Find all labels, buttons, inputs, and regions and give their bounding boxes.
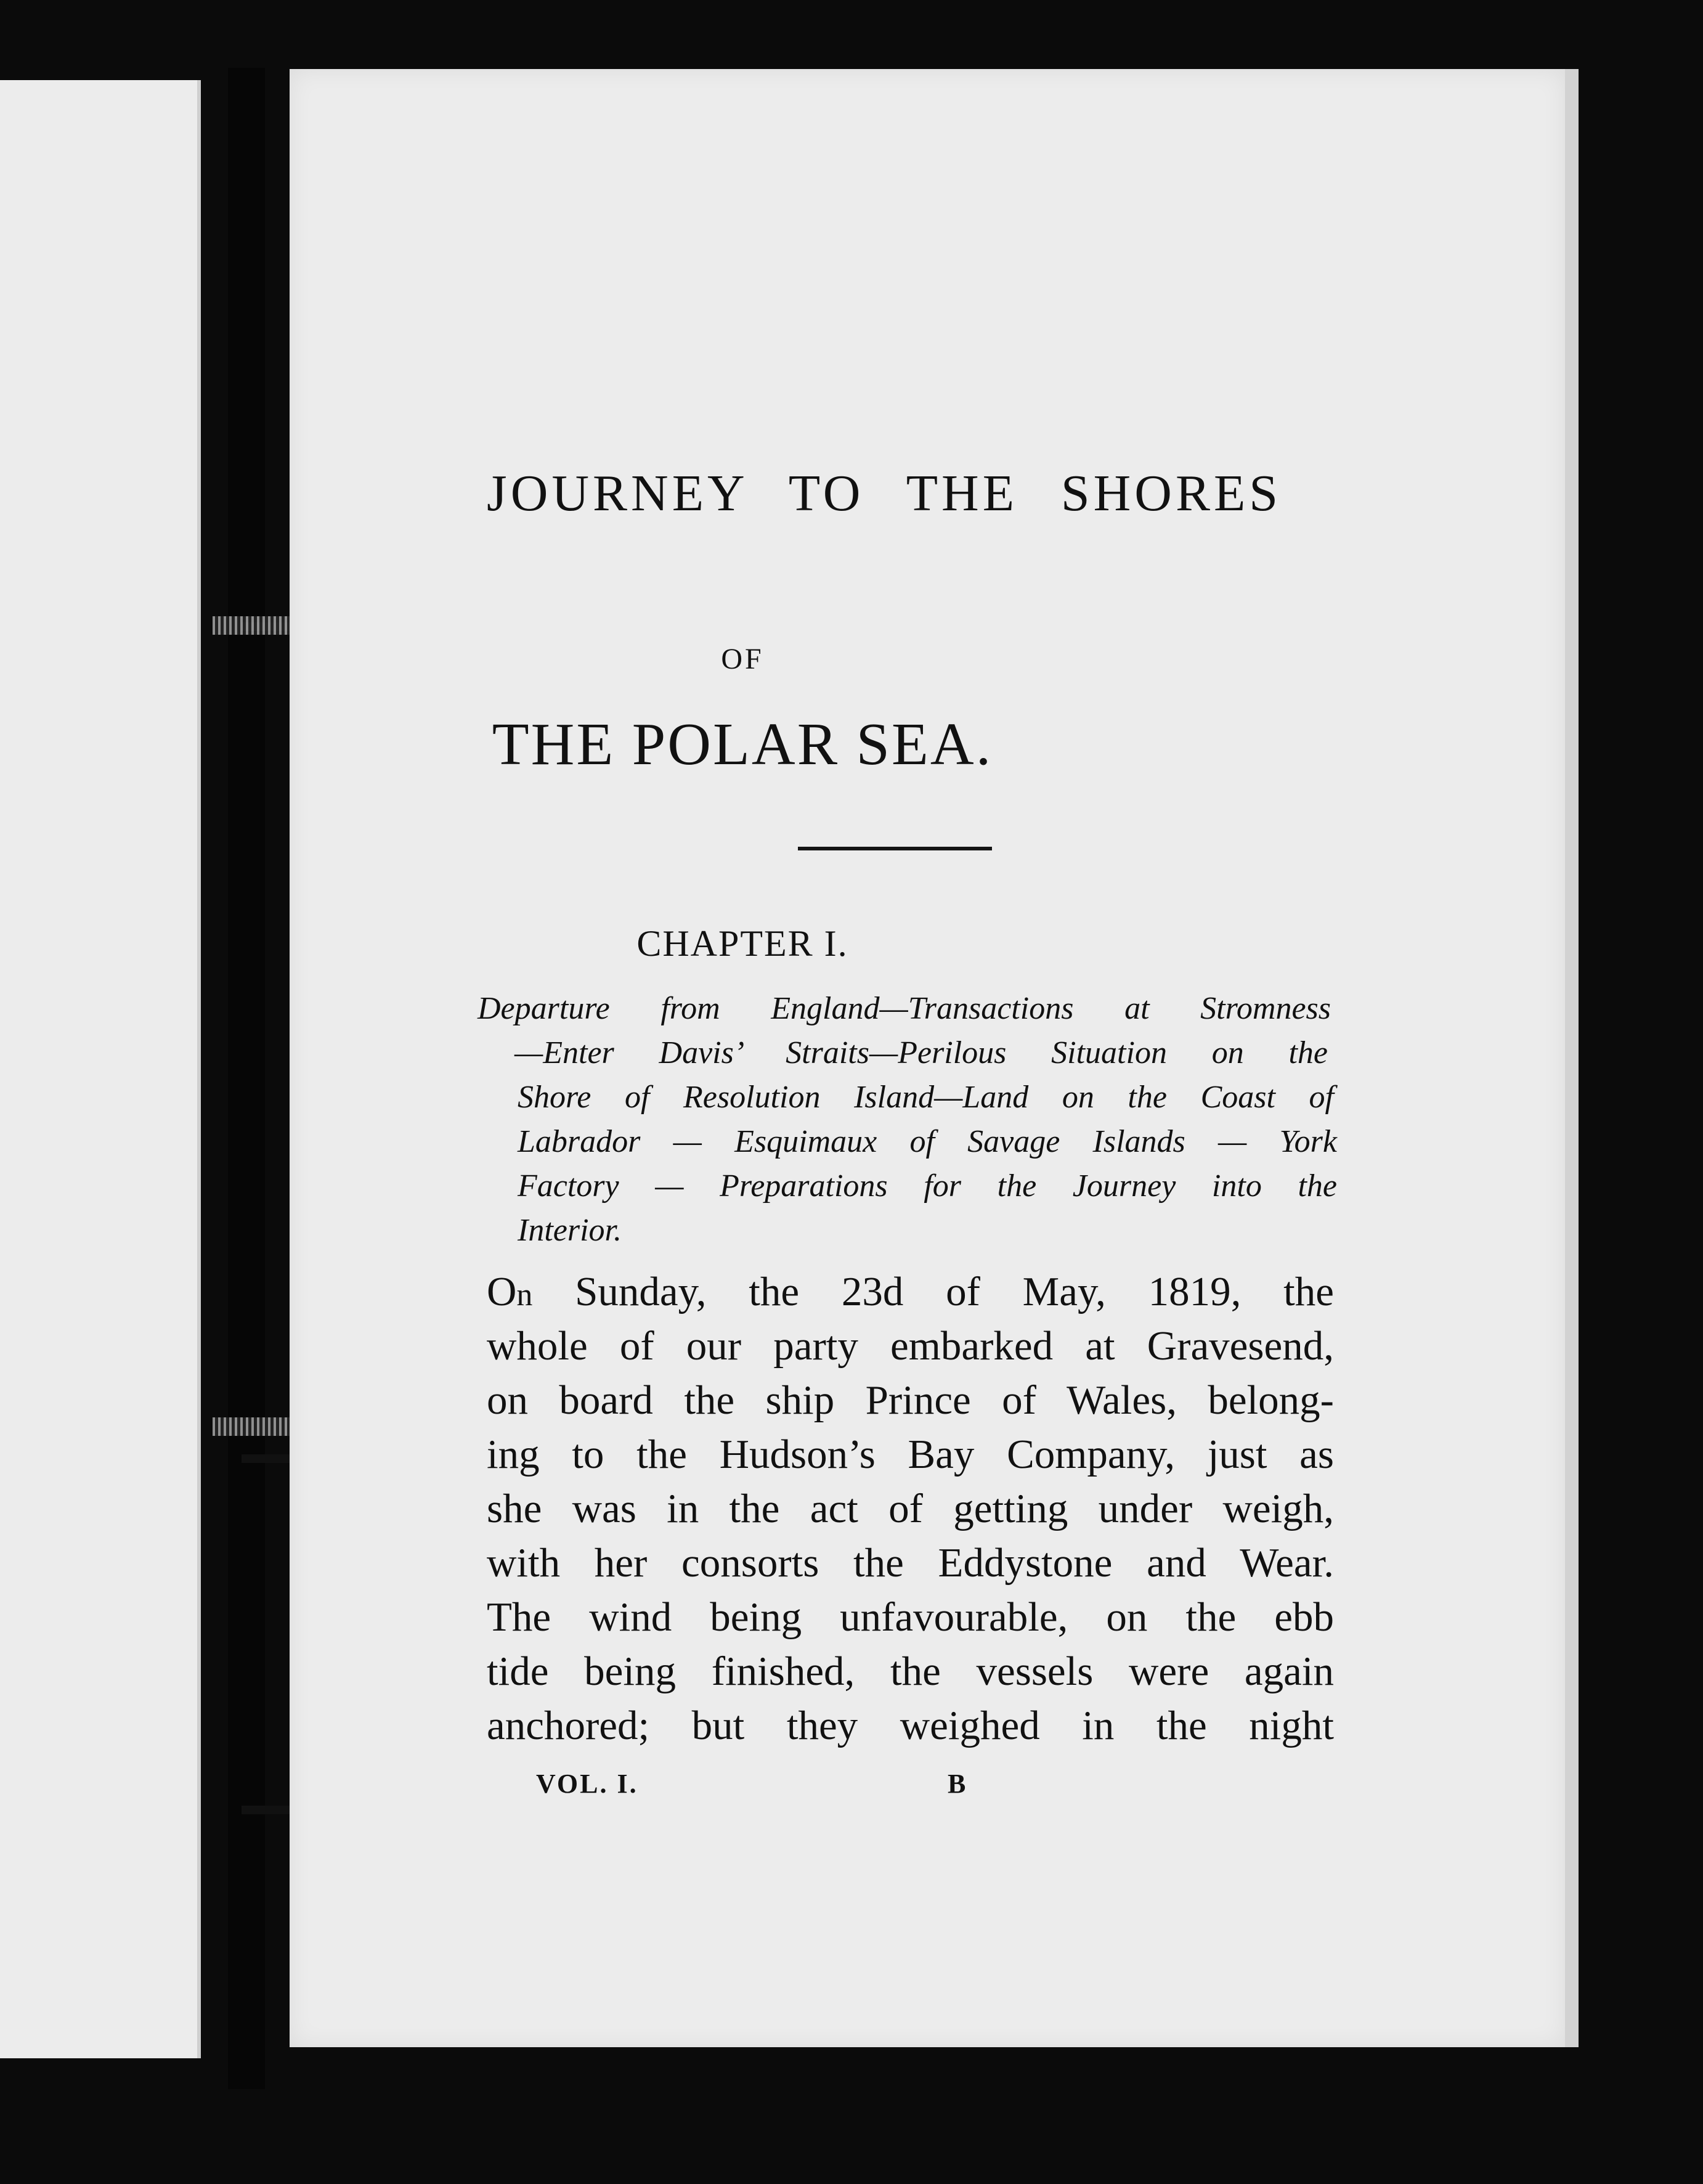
body-line: she was in the act of getting under weigh,	[487, 1486, 1334, 1531]
binding-gutter	[228, 68, 265, 2089]
body-first-line	[487, 1265, 1334, 1319]
body-line: ing to the Hudson’s Bay Company, just as	[487, 1432, 1334, 1477]
chapter-summary-line: Departure from England—Transactions at Stromness	[478, 991, 1331, 1026]
chapter-summary-line: Shore of Resolution Island—Land on the Coast of	[518, 1080, 1334, 1115]
chapter-heading: CHAPTER I.	[636, 923, 848, 964]
drop-initial: O	[487, 1269, 517, 1314]
chapter-summary-line: —Enter Davis’ Straits—Perilous Situation on the	[514, 1035, 1328, 1070]
body-line: with her consorts the Eddystone and Wear.	[487, 1540, 1334, 1586]
drop-initial-rest: n	[516, 1277, 533, 1313]
body-line: tide being finished, the vessels were again	[487, 1648, 1334, 1694]
book-title-line-2: OF	[721, 643, 764, 675]
chapter-summary-line: Labrador — Esquimaux of Savage Islands — York	[518, 1124, 1337, 1159]
body-line: on board the ship Prince of Wales, belong-	[487, 1377, 1334, 1423]
book-title-line-1: JOURNEY TO THE SHORES	[487, 465, 1282, 522]
chapter-summary-line: Interior.	[518, 1213, 622, 1248]
book-title-line-3: THE POLAR SEA.	[492, 711, 993, 778]
body-line: whole of our party embarked at Gravesend,	[487, 1323, 1334, 1369]
previous-page-edge	[0, 80, 201, 2058]
body-first-line-text: Sunday, the 23d of May, 1819, the	[532, 1269, 1334, 1314]
body-line: anchored; but they weighed in the night	[487, 1703, 1334, 1748]
chapter-summary-line: Factory — Preparations for the Journey into the	[518, 1168, 1337, 1204]
signature-mark: B	[948, 1769, 966, 1799]
volume-marker: VOL. I.	[536, 1769, 638, 1799]
body-line: The wind being unfavourable, on the ebb	[487, 1594, 1334, 1640]
book-page	[290, 69, 1579, 2047]
title-divider-rule	[798, 847, 992, 850]
